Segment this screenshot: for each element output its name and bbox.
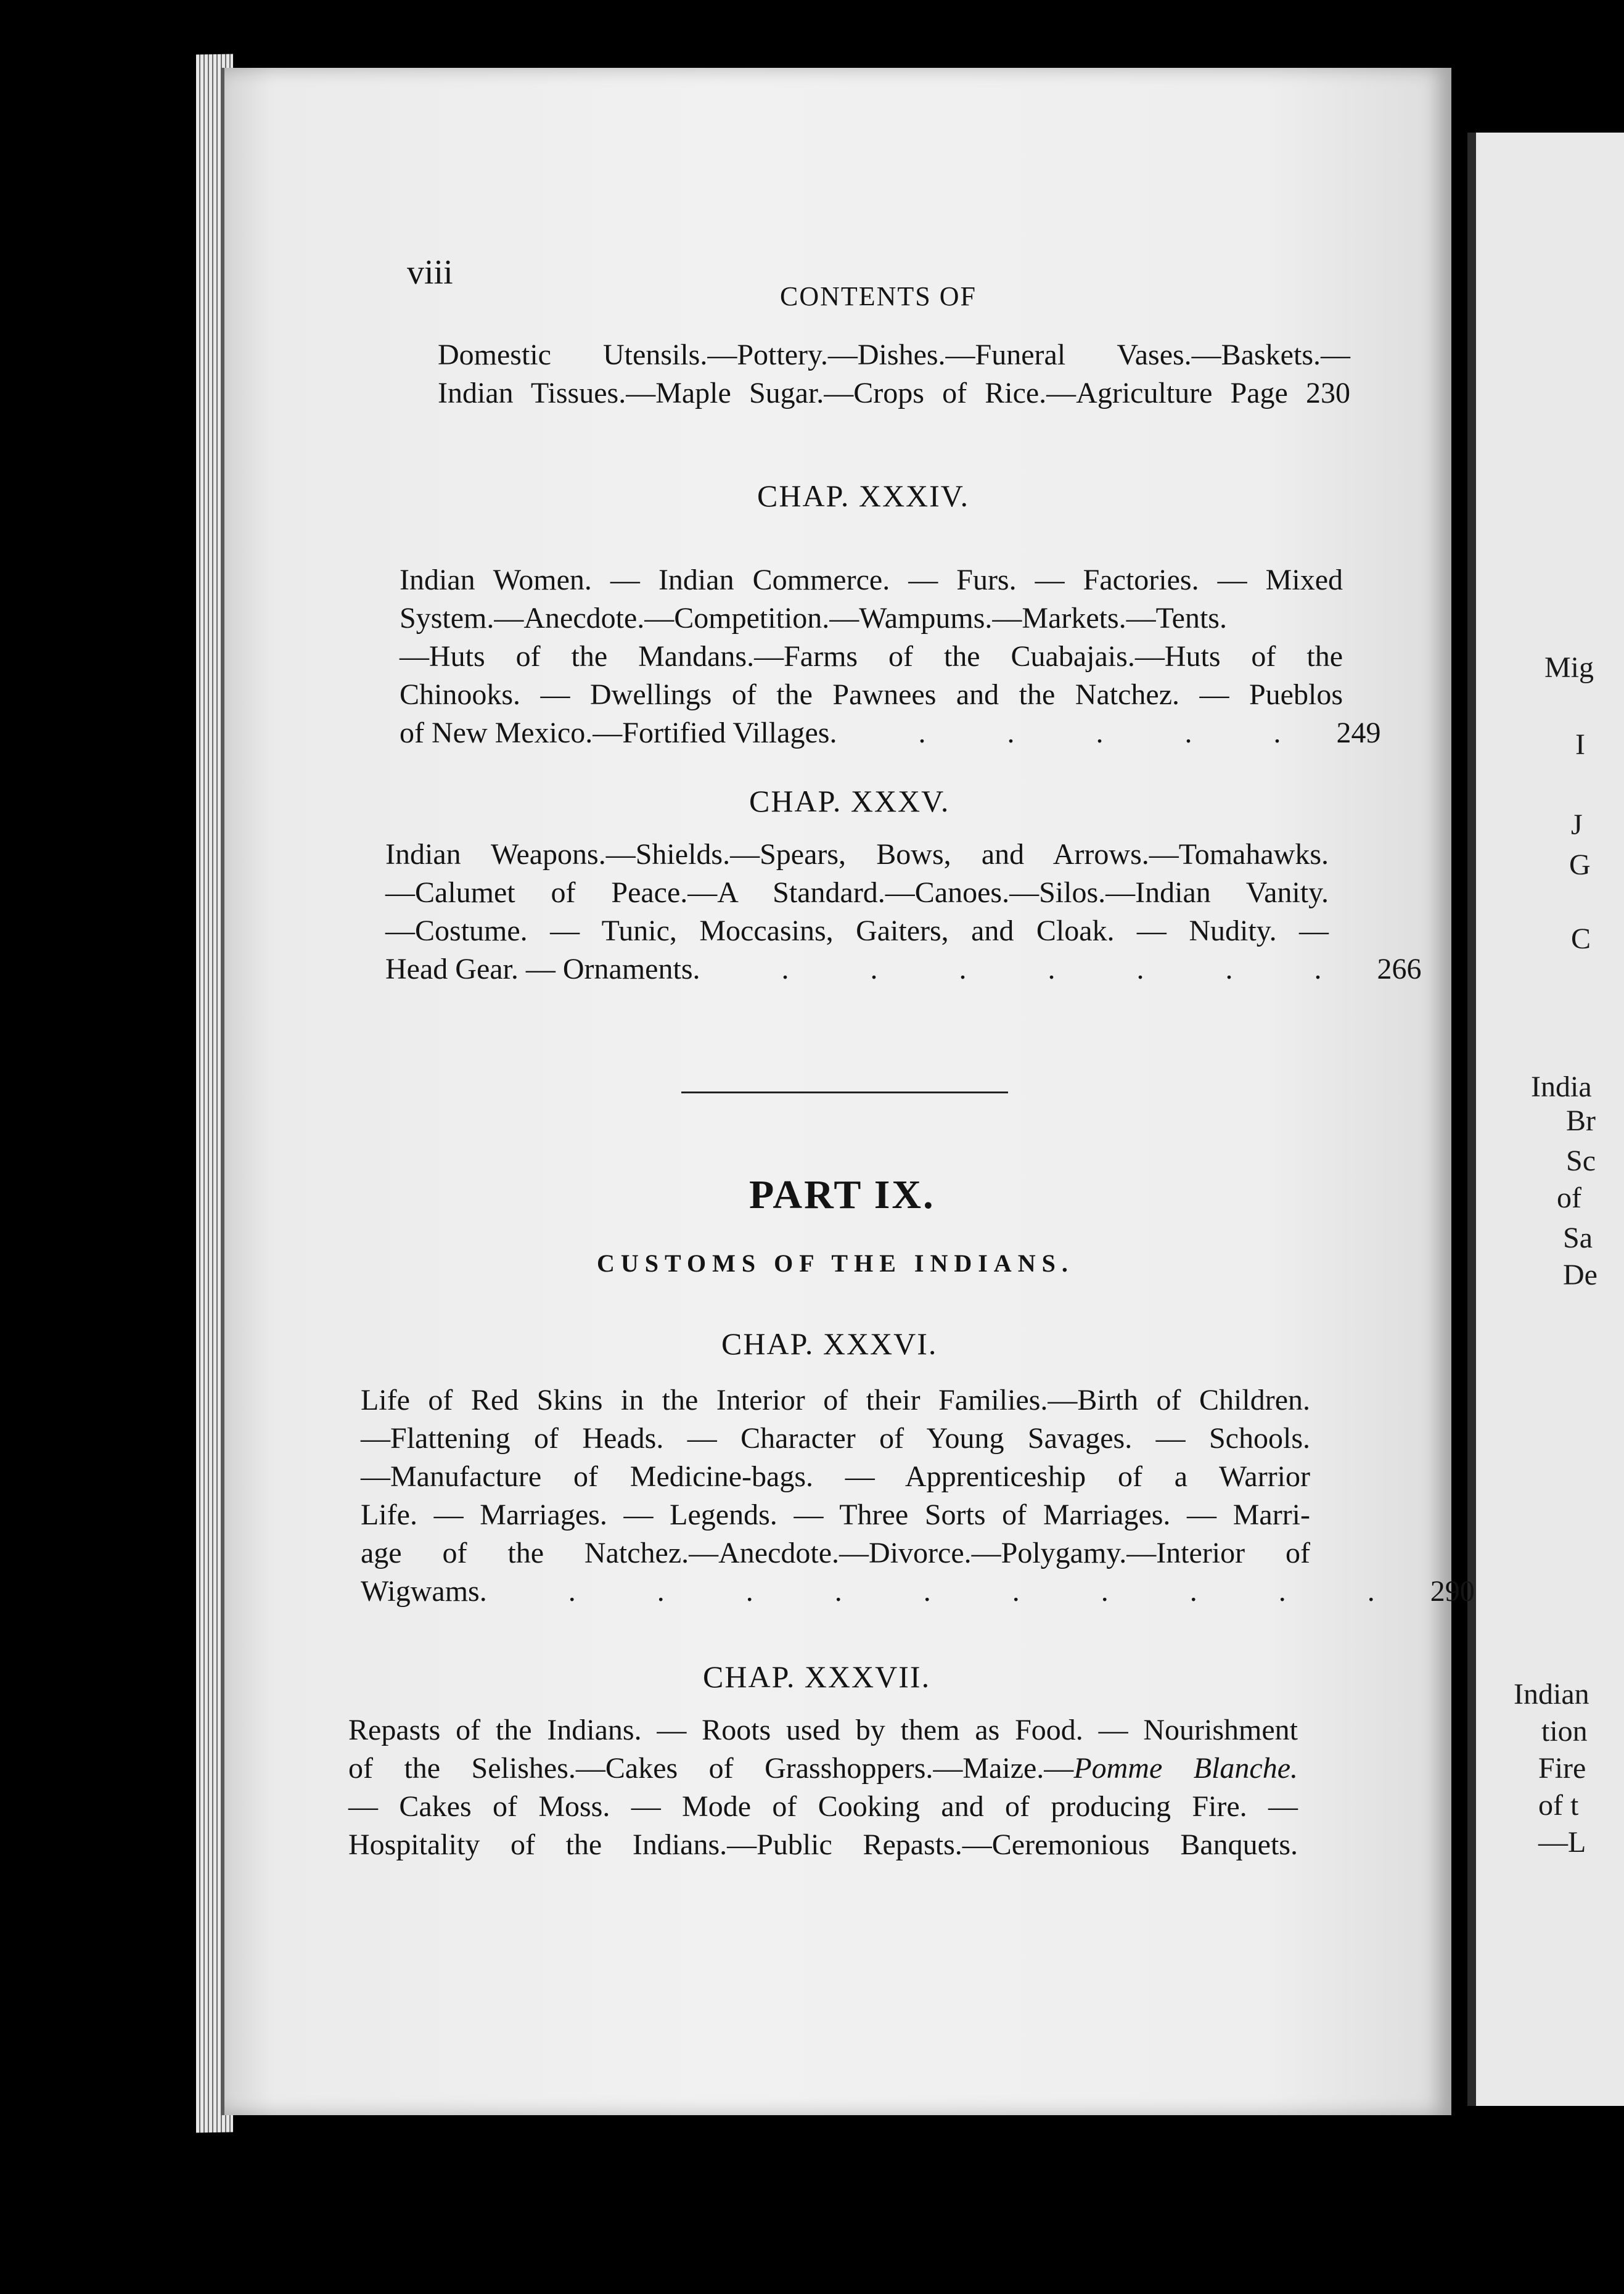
leader-dots: . . . . . . . . <box>692 953 1359 985</box>
chapter-summary <box>385 836 1422 989</box>
page-number: 266 <box>1377 953 1422 985</box>
facing-page-fragment: of t <box>1538 1789 1579 1822</box>
facing-page-fragment: Br <box>1566 1104 1596 1137</box>
facing-page-fragment: I <box>1575 728 1585 761</box>
toc-entry-last <box>385 950 1422 989</box>
toc-line: System.—Anecdote.—Competition.—Wampums.—Markets.—Tents. <box>400 602 1227 635</box>
toc-line: — Cakes of Moss. — Mode of Cooking and of producing Fire. — <box>348 1790 1298 1823</box>
toc-line: Indian Women. — Indian Commerce. — Furs. — Factories. — Mixed <box>400 564 1343 596</box>
facing-page-fragment: —L <box>1538 1826 1586 1859</box>
toc-line: of New Mexico.—Fortified Villages <box>400 717 830 749</box>
toc-line: Life of Red Skins in the Interior of their Families.—Birth of Children. <box>361 1384 1310 1416</box>
facing-page-fragment: Fire <box>1538 1752 1586 1785</box>
facing-page-fragment: Sc <box>1566 1145 1596 1177</box>
toc-line: age of the Natchez.—Anecdote.—Divorce.—Polygamy.—Interior of <box>361 1537 1310 1569</box>
chapter-summary <box>400 561 1381 752</box>
toc-text: of the Selishes.—Cakes of Grasshoppers.—Maize.— <box>348 1752 1074 1785</box>
facing-page-fragment: Sa <box>1563 1222 1593 1254</box>
folio: viii <box>407 253 453 292</box>
toc-entry-last <box>400 714 1381 752</box>
facing-page-fragment: Indian <box>1514 1678 1589 1711</box>
section-divider <box>681 1092 1008 1093</box>
chapter-summary <box>361 1381 1475 1611</box>
leader-dots: . . . . . . <box>829 717 1318 749</box>
facing-page-fragment: of <box>1557 1182 1581 1214</box>
part-subtitle: CUSTOMS OF THE INDIANS. <box>597 1249 1074 1277</box>
leader-dots: . . . . . . . . . . . <box>479 1575 1412 1608</box>
part-heading: PART IX. <box>749 1172 935 1217</box>
toc-line: Head Gear. — Ornaments <box>385 953 693 985</box>
toc-line: —Costume. — Tunic, Moccasins, Gaiters, and Cloak. — Nudity. — <box>385 915 1329 947</box>
toc-line: Indian Weapons.—Shields.—Spears, Bows, and Arrows.—Tomahawks. <box>385 838 1329 871</box>
toc-line: —Calumet of Peace.—A Standard.—Canoes.—Silos.—Indian Vanity. <box>385 876 1329 909</box>
toc-line: Life. — Marriages. — Legends. — Three Sorts of Marriages. — Marri- <box>361 1498 1310 1531</box>
chapter-heading: CHAP. XXXVII. <box>703 1659 931 1694</box>
toc-line: Hospitality of the Indians.—Public Repasts.—Ceremonious Banquets. <box>348 1828 1298 1861</box>
facing-page-fragment: C <box>1571 923 1591 955</box>
facing-page-fragment: G <box>1569 849 1591 881</box>
toc-italic-text: Pomme Blanche. <box>1073 1752 1298 1785</box>
toc-line: Indian Tissues.—Maple Sugar.—Crops of Rice.—Agriculture Page 230 <box>438 377 1350 409</box>
toc-line: Chinooks. — Dwellings of the Pawnees and the Natchez. — Pueblos <box>400 678 1343 711</box>
toc-line: —Huts of the Mandans.—Farms of the Cuabajais.—Huts of the <box>400 640 1343 673</box>
chapter-summary <box>348 1711 1298 1864</box>
toc-line: —Manufacture of Medicine-bags. — Apprenticeship of a Warrior <box>361 1460 1310 1493</box>
toc-line: —Flattening of Heads. — Character of Young Savages. — Schools. <box>361 1422 1310 1455</box>
toc-line <box>348 1749 1298 1788</box>
facing-page-fragment: Mig <box>1544 651 1594 684</box>
toc-line: Repasts of the Indians. — Roots used by them as Food. — Nourishment <box>348 1714 1298 1746</box>
continuation-block <box>438 336 1350 413</box>
page-number: 290 <box>1430 1575 1475 1608</box>
page-number: 249 <box>1336 717 1381 749</box>
chapter-heading: CHAP. XXXVI. <box>721 1326 938 1361</box>
facing-page-fragment: De <box>1563 1259 1597 1291</box>
running-head: CONTENTS OF <box>780 281 977 311</box>
chapter-heading: CHAP. XXXIV. <box>757 479 969 513</box>
toc-line: Wigwams <box>361 1575 480 1608</box>
facing-page-fragment: tion <box>1541 1715 1588 1748</box>
facing-page-fragment: India <box>1531 1071 1592 1103</box>
toc-line: Domestic Utensils.—Pottery.—Dishes.—Funeral Vases.—Baskets.— <box>438 339 1350 371</box>
toc-entry-last <box>361 1572 1475 1611</box>
chapter-heading: CHAP. XXXV. <box>749 784 950 818</box>
facing-page-fragment: J <box>1571 808 1583 841</box>
